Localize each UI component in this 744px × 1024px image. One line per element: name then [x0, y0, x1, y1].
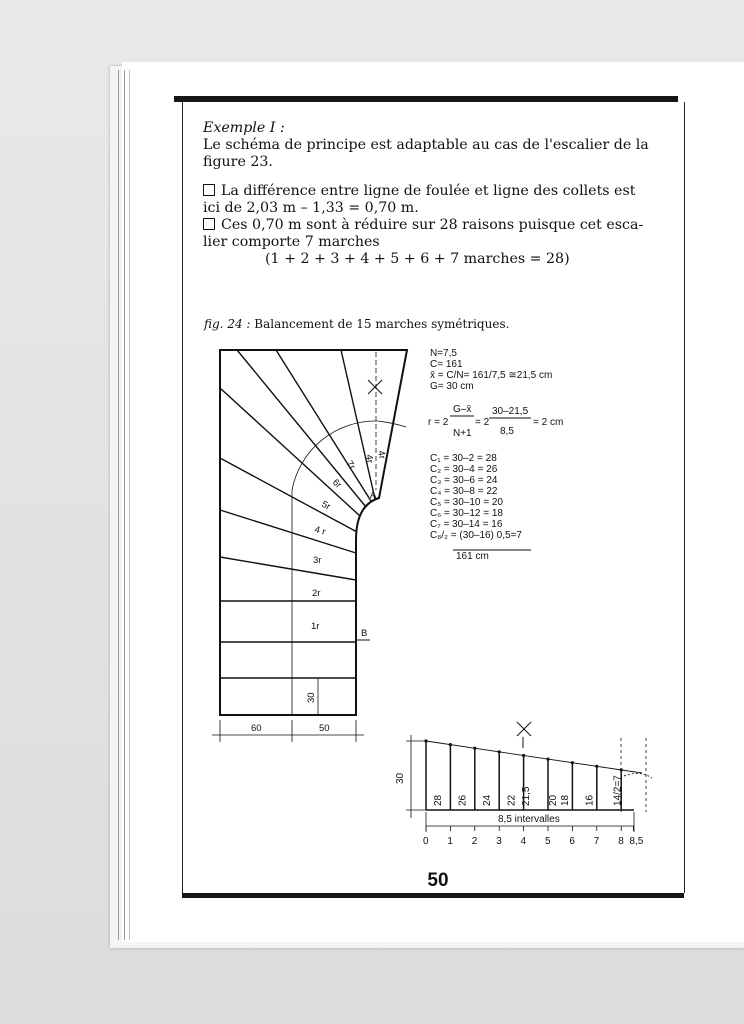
axis-tick-label: 7 — [593, 836, 600, 847]
calc-line: C₂ = 30–4 = 26 — [430, 464, 498, 475]
bar-value-label: 18 — [560, 794, 572, 806]
riser-point — [522, 754, 525, 757]
calc-line: C₁ = 30–2 = 28 — [430, 453, 497, 464]
calc-total: 161 cm — [456, 551, 489, 562]
riser-point — [571, 761, 574, 764]
tread-line — [276, 350, 371, 501]
calc-r-result: = 2 cm — [533, 417, 564, 428]
slope-line — [426, 741, 642, 773]
calc-r-denominator-2: 8,5 — [500, 426, 514, 437]
calc-line: G= 30 cm — [430, 381, 474, 392]
axis-tick-label: 8,5 — [629, 836, 644, 847]
bullet-text: La différence entre ligne de foulée et ligne des collets est — [221, 183, 636, 199]
tread-line — [220, 510, 356, 553]
bar-value-label: 14/2=7 — [612, 775, 624, 806]
calc-r-numerator-2: 30–21,5 — [492, 406, 529, 417]
calc-line: C₈/₂ = (30–16) 0,5=7 — [430, 530, 522, 541]
step-label: 4r — [363, 453, 376, 464]
elevation-bars — [423, 739, 644, 847]
riser-point — [473, 747, 476, 750]
stair-plan — [212, 350, 407, 742]
calc-line: C₃ = 30–6 = 24 — [430, 475, 498, 486]
axis-tick-label: 2 — [471, 836, 478, 847]
bar-value-label: 26 — [457, 794, 469, 806]
elevation-labels — [395, 772, 560, 825]
riser-point — [595, 765, 598, 768]
calc-line: C= 161 — [430, 359, 463, 370]
step-label: 4r — [375, 449, 388, 460]
bar-value-label: 21,5 — [521, 786, 533, 806]
tread-line — [220, 557, 356, 580]
point-a-label: A — [370, 490, 377, 501]
step-label: 5r — [319, 498, 333, 513]
paragraph-line: lier comporte 7 marches — [203, 234, 380, 250]
riser-point — [424, 739, 427, 742]
axis-tick-label: 3 — [496, 836, 502, 847]
calc-line: x̄ = C/N= 161/7,5 ≅21,5 cm — [430, 370, 553, 381]
dimension-label: 60 — [251, 723, 262, 734]
paragraph-line: figure 23. — [203, 154, 273, 170]
step-label: 3r — [313, 555, 322, 566]
calc-r-numerator: G–x̄ — [453, 404, 472, 415]
formula-line: (1 + 2 + 3 + 4 + 5 + 6 + 7 marches = 28) — [265, 251, 570, 267]
calc-r-denominator: N+1 — [453, 428, 472, 439]
paragraph-line: Le schéma de principe est adaptable au cas de l'escalier de la — [203, 137, 649, 153]
axis-tick-label: 8 — [618, 836, 624, 847]
figure-title: Balancement de 15 marches symétriques. — [254, 317, 510, 331]
tread-line — [341, 350, 375, 499]
axis-tick-label: 6 — [569, 836, 575, 847]
riser-point — [620, 768, 623, 771]
step-label: 1r — [311, 621, 320, 632]
bar-value-label: 22 — [506, 794, 518, 806]
tread-line — [220, 388, 360, 516]
step-label: 7r — [343, 458, 358, 472]
page-number: 50 — [427, 870, 449, 891]
step-label: 2r — [312, 588, 321, 599]
axis-tick-label: 4 — [520, 836, 527, 847]
plan-labels — [251, 450, 387, 734]
calc-line: C₇ = 30–14 = 16 — [430, 519, 503, 530]
example-title: Exemple I : — [203, 120, 285, 136]
bar-value-label: 28 — [433, 794, 445, 806]
riser-point — [546, 757, 549, 760]
bullet-text: Ces 0,70 m sont à réduire sur 28 raisons puisque cet esca- — [221, 217, 644, 233]
arrow-line — [624, 773, 652, 778]
height-label: 30 — [395, 772, 406, 784]
calc-r-equals: = 2 — [475, 417, 490, 428]
step-label: 4 r — [313, 524, 327, 538]
intervals-label: 8,5 intervalles — [498, 814, 560, 825]
dimension-label: 50 — [319, 723, 330, 734]
bar-value-label: 24 — [482, 794, 493, 806]
calc-r-label: r = 2 — [428, 417, 449, 428]
calc-line: C₅ = 30–10 = 20 — [430, 497, 503, 508]
riser-point — [449, 743, 452, 746]
dimension-label: 30 — [306, 692, 317, 703]
axis-tick-label: 0 — [423, 836, 429, 847]
calc-line: C₄ = 30–8 = 22 — [430, 486, 498, 497]
axis-tick-label: 5 — [545, 836, 551, 847]
riser-point — [498, 750, 501, 753]
axis-tick-label: 1 — [447, 836, 453, 847]
walking-line — [377, 421, 406, 427]
bar-value-label: 20 — [547, 794, 559, 806]
calc-line: N=7,5 — [430, 348, 457, 359]
paragraph-line: ici de 2,03 m – 1,33 = 0,70 m. — [203, 200, 419, 216]
point-b-label: B — [361, 628, 368, 639]
step-label: 6r — [329, 477, 344, 491]
calc-line: C₆ = 30–12 = 18 — [430, 508, 503, 519]
bar-value-label: 16 — [584, 794, 596, 806]
figure-number: fig. 24 : — [204, 317, 251, 331]
